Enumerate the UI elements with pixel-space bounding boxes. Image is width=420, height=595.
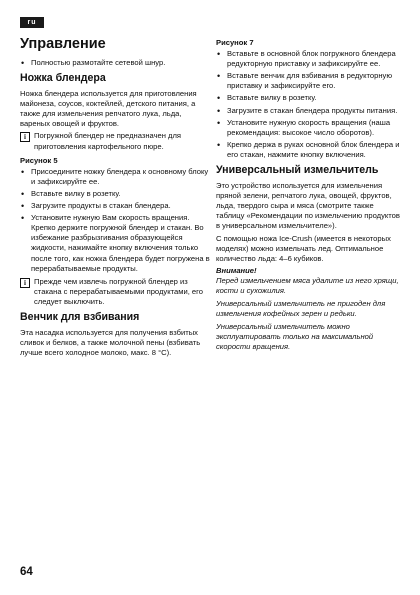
list-item: • Установите нужную скорость вращения (наша рекомендация: высокое число оборотов).: [216, 118, 402, 138]
list-item: • Вставьте вилку в розетку.: [216, 93, 402, 103]
list-item: • Крепко держа в руках основной блок блендера и его стакан, нажмите кнопку включения.: [216, 140, 402, 160]
info-note: [20, 277, 210, 307]
section-heading-whisk: Венчик для взбивания: [20, 310, 140, 323]
page-title: Управление: [20, 36, 106, 52]
warning-text: Универсальный измельчитель не пригоден для измельчения кофейных зерен и редьки.: [216, 299, 386, 319]
info-note: [20, 131, 210, 151]
page-number: 64: [20, 566, 33, 578]
note-text: Погружной блендер не предназначен для приготовления картофельного пюре.: [34, 131, 182, 151]
section-heading-chopper: Универсальный измельчитель: [216, 164, 379, 177]
info-icon: i: [20, 278, 30, 288]
warning-title: Внимание!: [216, 265, 257, 275]
figure7-steps: [216, 49, 402, 160]
section-heading-blender: Ножка блендера: [20, 72, 106, 85]
list-item: • Вставьте вилку в розетку.: [20, 189, 210, 199]
list-item: • Присоедините ножку блендера к основному блоку и зафиксируйте ее.: [20, 167, 210, 187]
left-column: [20, 36, 210, 360]
ice-crush-description: С помощью ножа Ice-Crush (имеется в некоторых моделях) можно измельчать лед. Оптимальное количество льда: 4–6 кубиков.: [216, 233, 391, 263]
right-column: [216, 37, 402, 356]
language-tag: ru: [20, 17, 44, 28]
list-item: • Вставьте в основной блок погружного блендера редукторную приставку и зафиксируйте ее.: [216, 49, 402, 69]
list-item: • Полностью размотайте сетевой шнур.: [20, 58, 210, 68]
figure-label: Рисунок 7: [216, 38, 254, 47]
list-item: • Загрузите в стакан блендера продукты питания.: [216, 106, 402, 116]
intro-list: [20, 58, 210, 68]
list-item: • Загрузите продукты в стакан блендера.: [20, 201, 210, 211]
list-item: • Установите нужную Вам скорость вращения. Крепко держите погружной блендер и стакан. Во избежание разбрызгивания образующейся жидкости, нажимайте кнопку включения только после того, как ножка блендера будет погружена в перерабатываемые продукты.: [20, 213, 210, 274]
warning-text: Перед измельчением мяса удалите из него хрящи, кости и сухожилия.: [216, 275, 399, 295]
warning-text: Универсальный измельчитель можно эксплуатировать только на максимальной скорости вращения.: [216, 322, 374, 352]
figure5-steps: [20, 167, 210, 274]
note-text: Прежде чем извлечь погружной блендер из стакана с перерабатываемыми продуктами, его следует выключить.: [34, 276, 203, 306]
whisk-description: Эта насадка используется для получения взбитых сливок и белков, а также молочной пены (взбивать лучше всего холодное молоко, макс. 8 °C).: [20, 327, 201, 358]
list-item: • Вставьте венчик для взбивания в редукторную приставку и зафиксируйте его.: [216, 71, 402, 91]
figure-label: Рисунок 5: [20, 155, 58, 165]
blender-description: Ножка блендера используется для приготовления майонеза, соусов, коктейлей, детского питания, а также для измельчения репчатого лука, льда, вареных овощей и фруктов.: [20, 89, 197, 129]
info-icon: i: [20, 132, 30, 142]
chopper-description: Это устройство используется для измельчения пряной зелени, репчатого лука, овощей, фруктов, льда, твердого сыра и мяса (смотрите также таблицу «Рекомендации по измельчению продуктов в универсальном измельчителе»).: [216, 181, 400, 231]
